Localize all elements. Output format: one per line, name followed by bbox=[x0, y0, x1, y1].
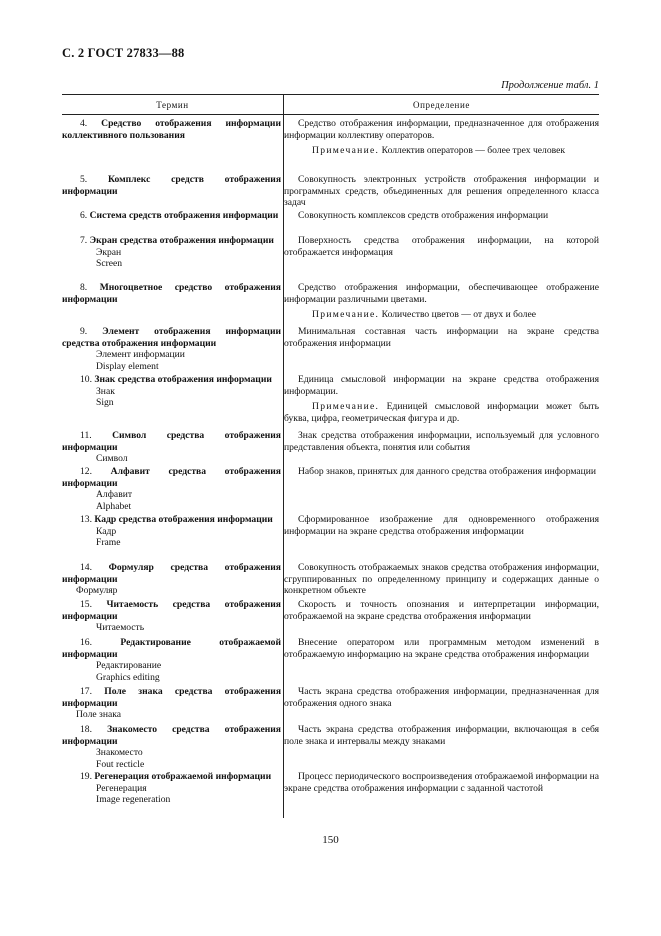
term-cell: 14. Формуляр средства отображения информации Формуляр bbox=[62, 562, 281, 597]
term-synonym: Алфавит bbox=[96, 489, 133, 501]
page-number: 150 bbox=[322, 834, 339, 846]
term-synonym-english: Image regeneration bbox=[96, 794, 171, 806]
definition-cell: Средство отображения информации, обеспечивающее отображение информации различными цветами. Примечание. Количество цветов — от двух и более bbox=[284, 282, 599, 321]
definition-cell: Совокупность комплексов средств отображения информации bbox=[298, 210, 549, 221]
term-cell: 8. Многоцветное средство отображения информации bbox=[62, 282, 281, 305]
term-synonym-english: Display element bbox=[96, 360, 159, 372]
term-cell: 18. Знакоместо средства отображения информации Знакоместо Fout recticle bbox=[62, 724, 281, 770]
term-cell: 19. Регенерация отображаемой информации Регенерация Image regeneration bbox=[62, 771, 281, 806]
term-synonym-english: Graphics editing bbox=[96, 671, 160, 683]
definition-cell: Сформированное изображение для одновременного отображения информации на экране средства отображения информации bbox=[284, 514, 599, 537]
definition-cell: Средство отображения информации, предназначенное для отображения информации коллективу операторов. Примечание. Коллектив операторов — более трех человек bbox=[284, 118, 599, 157]
definition-cell: Набор знаков, принятых для данного средства отображения информации bbox=[298, 466, 597, 477]
column-header-definition: Определение bbox=[413, 100, 470, 110]
term-synonym: Знакоместо bbox=[96, 747, 143, 759]
definition-cell: Поверхность средства отображения информации, на которой отображается информация bbox=[284, 235, 599, 258]
term-cell: 6. Система средств отображения информации bbox=[80, 210, 279, 221]
term-synonym: Элемент информации bbox=[96, 349, 185, 361]
term-synonym: Символ bbox=[96, 453, 128, 465]
table-continuation-label: Продолжение табл. 1 bbox=[501, 80, 599, 91]
definition-cell: Часть экрана средства отображения информации, предназначенная для отображения одного знака bbox=[284, 686, 599, 709]
term-synonym: Поле знака bbox=[76, 709, 121, 721]
term-synonym: Экран bbox=[96, 246, 122, 258]
term-cell: 7. Экран средства отображения информации Экран Screen bbox=[62, 235, 281, 270]
column-header-term: Термин bbox=[156, 100, 189, 110]
term-synonym: Знак bbox=[96, 385, 115, 397]
note-label: Примечание. bbox=[312, 145, 380, 157]
term-cell: 4. Средство отображения информации коллективного пользования bbox=[62, 118, 281, 141]
definition-cell: Совокупность электронных устройств отображения информации и программных средств, объединенных для решения определенного класса задач bbox=[284, 174, 599, 209]
term-synonym: Формуляр bbox=[76, 585, 118, 597]
term-cell: 5. Комплекс средств отображения информации bbox=[62, 174, 282, 197]
definition-cell: Внесение оператором или программным методом изменений в отображаемую информацию на экране средства отображения информации bbox=[284, 637, 599, 660]
definition-cell: Процесс периодического воспроизведения отображаемой информации на экране средства отображения информации с заданной частотой bbox=[284, 771, 600, 794]
definition-cell: Совокупность отображаемых знаков средства отображения информации, сгруппированных по определенному принципу и содержащих данные о конкретном объекте bbox=[284, 562, 599, 597]
term-synonym: Читаемость bbox=[96, 622, 145, 634]
term-synonym: Регенерация bbox=[96, 782, 147, 794]
definition-cell: Минимальная составная часть информации на экране средства отображения информации bbox=[284, 326, 599, 349]
note-label: Примечание. bbox=[312, 309, 380, 321]
term-synonym: Кадр bbox=[96, 525, 117, 537]
term-synonym-english: Sign bbox=[96, 397, 114, 409]
term-synonym-english: Frame bbox=[96, 537, 121, 549]
term-cell: 13. Кадр средства отображения информации Кадр Frame bbox=[62, 514, 281, 549]
term-cell: 10. Знак средства отображения информации Знак Sign bbox=[62, 374, 281, 409]
term-cell: 16. Редактирование отображаемой информации Редактирование Graphics editing bbox=[62, 637, 281, 683]
definition-cell: Часть экрана средства отображения информации, включающая в себя поле знака и интервалы между знаками bbox=[284, 724, 599, 747]
table-header-rule bbox=[62, 114, 599, 115]
term-synonym: Редактирование bbox=[96, 660, 162, 672]
term-cell: 9. Элемент отображения информации средства отображения информации Элемент информации Display element bbox=[62, 326, 281, 372]
term-cell: 15. Читаемость средства отображения информации Читаемость bbox=[62, 599, 281, 634]
term-synonym-english: Alphabet bbox=[96, 500, 132, 512]
term-title: Средство отображения информации коллективного пользования bbox=[62, 118, 281, 141]
term-synonym-english: Fout recticle bbox=[96, 758, 145, 770]
note-label: Примечание. bbox=[312, 401, 380, 413]
term-cell: 11. Символ средства отображения информации Символ bbox=[62, 430, 281, 465]
table-top-rule bbox=[62, 94, 599, 95]
definition-cell: Знак средства отображения информации, используемый для условного представления объекта, понятия или события bbox=[284, 430, 599, 453]
term-cell: 12. Алфавит средства отображения информации Алфавит Alphabet bbox=[62, 466, 281, 512]
definition-cell: Единица смысловой информации на экране средства отображения информации. Примечание. Единицей смысловой информации может быть буква, цифра, геометрическая фигура и др. bbox=[284, 374, 599, 424]
term-synonym-english: Screen bbox=[96, 258, 123, 270]
term-cell: 17. Поле знака средства отображения информации Поле знака bbox=[62, 686, 282, 721]
page-header: С. 2 ГОСТ 27833—88 bbox=[62, 46, 185, 60]
definition-cell: Скорость и точность опознания и интерпретации информации, отображаемой на экране средства отображения информации bbox=[284, 599, 599, 622]
